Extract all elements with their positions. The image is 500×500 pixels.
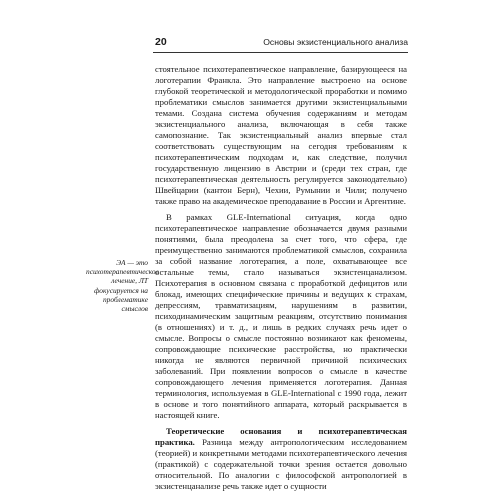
paragraph-1: стоятельное психотерапевтическое направление, базирующееся на логотерапии Франкла. Это направление выстроено на основе глубокой теоретической и методологической проработки и помимо проблематики смыслов занимается другими экзистенциальными темами. Создана система обучения содержаниям и методам экзистенциального анализа, включающая в себя также самопознание. Так экзистенциальный анализ впервые стал соответствовать существующим на сегодня требованиям к психотерапевтическим подходам и, как следствие, получил государственную лицензию в Австрии и (среди тех стран, где психотерапевтическая деятельность регулируется законодательно) Швейцарии (кантон Берн), Чехии, Румынии и Чили; получено также право на академическое преподавание в России и Аргентине. (155, 64, 407, 206)
section-text: Разница между антропологическим исследованием (теорией) и конкретными методами психотерапевтического лечения (практикой) с содержательной точки зрения остается довольно относительной. По аналогии с философской антропологией в экзистенцанализе речь также идет о сущности (155, 437, 407, 491)
running-title: Основы экзистенциального анализа (263, 37, 408, 47)
main-text (155, 64, 407, 492)
page-number: 20 (155, 36, 167, 48)
margin-note: ЭА — это психотерапевтическое лечение, ЛТ фокусируется на проблематике смыслов (86, 258, 159, 314)
paragraph-2: В рамках GLE-International ситуация, когда одно психотерапевтическое направление обозначается двумя разными понятиями, была преодолена за счет того, что сфера, где преимущественно занимаются проблематикой смыслов, сохранила за собой название логотерапия, а поле, охватывающее все остальные темы, стало называться экзистенцанализом. Психотерапия в основном связана с проработкой дефицитов или блокад, имеющих специфические причины и ведущих к страхам, депрессиям, травматизациям, нарушениям в развитии, психодинамическим защитным реакциям, отсутствию понимания (в отношениях) и т. д., и лишь в редких случаях речь идет о смысле. Вопросы о смысле постоянно возникают как феномены, сопровождающие психические расстройства, но практически никогда не являются первичной причиной психических заболеваний. При появлении вопросов о смысле в качестве сопровождающего лечения применяется логотерапия. Данная терминология, используемая в GLE-International с 1990 года, лежит в основе и того понятийного аппарата, который раскрывается в настоящей книге. (155, 212, 407, 420)
section-heading: Теоретические основания и психотерапевтическая практика. (155, 426, 407, 447)
section-paragraph (155, 426, 407, 492)
page-header (153, 36, 408, 53)
